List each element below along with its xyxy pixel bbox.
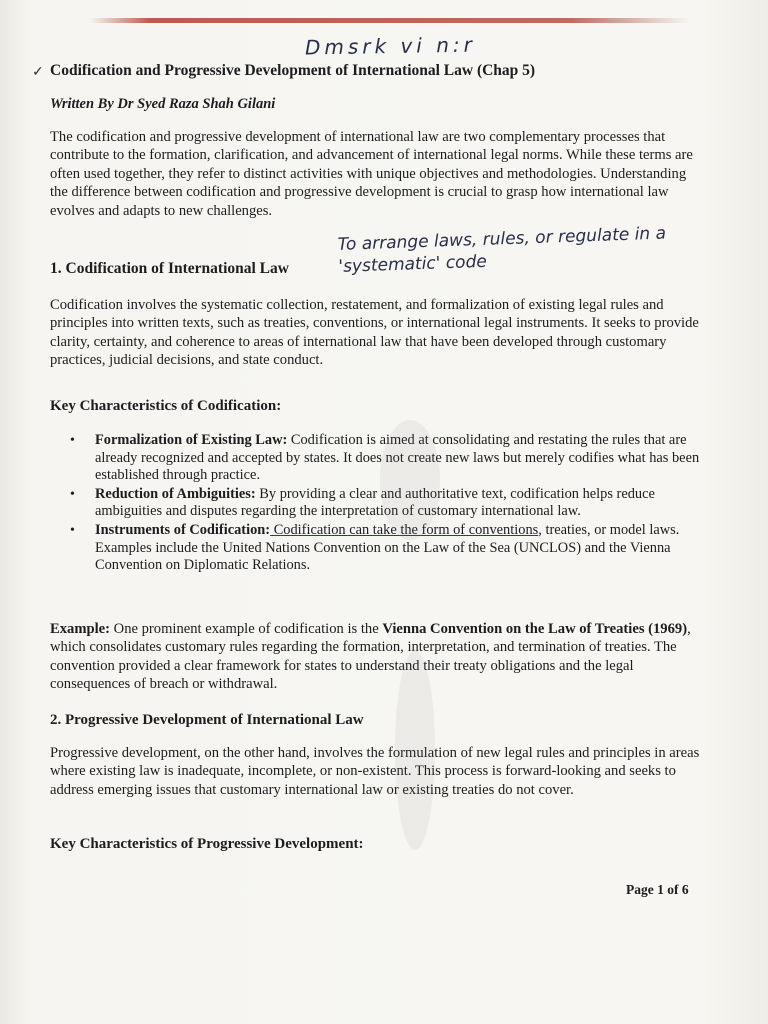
list-item (50, 486, 700, 521)
key-characteristics-2-heading: Key Characteristics of Progressive Development: (50, 836, 364, 852)
bullet-text: Codification is aimed at consolidating and restating the rules that are already recognized and accepted by states. It does not create new laws but merely codifies what has been established through practice. (95, 432, 700, 484)
page-number: Page 1 of 6 (626, 882, 689, 897)
margin-tick-mark: ✓ (32, 65, 44, 80)
example-bold-text: Vienna Convention on the Law of Treaties (1969) (382, 621, 688, 637)
example-paragraph (50, 620, 700, 694)
bullet-label: Formalization of Existing Law: (95, 432, 288, 448)
bullet-underlined-text: Codification can take the form of conventions (270, 521, 539, 538)
bullet-text: By providing a clear and authoritative text, codification helps reduce ambiguities and disputes regarding the interpretation of customary international law. (95, 485, 655, 520)
section1-heading: 1. Codification of International Law (50, 260, 289, 277)
characteristics-list (50, 432, 700, 576)
bullet-text: , treaties, or model laws. Examples include the United Nations Convention on the Law of the Sea (UNCLOS) and the Vienna Convention on Diplomatic Relations. (95, 521, 680, 574)
document-author: Written By Dr Syed Raza Shah Gilani (50, 96, 276, 112)
scan-smudge (380, 420, 440, 540)
example-text-a: One prominent example of codification is the (110, 621, 383, 637)
section2-heading: 2. Progressive Development of International Law (50, 712, 364, 728)
intro-paragraph: The codification and progressive development of international law are two complementary processes that contribute to the formation, clarification, and advancement of international legal norms. While these terms are often used together, they refer to distinct activities with unique objectives and methodologies. Understanding the difference between codification and progressive development is crucial to grasp how international law evolves and adapts to new challenges. (50, 129, 693, 219)
list-item (50, 522, 700, 575)
handwritten-margin-note: To arrange laws, rules, or regulate in a 'systematic' code (337, 223, 667, 277)
handwritten-top-note: Dmsrk vi n:r (304, 32, 477, 60)
key-characteristics-heading: Key Characteristics of Codification: (50, 398, 282, 414)
scan-smudge (395, 650, 435, 850)
bullet-label: Reduction of Ambiguities: (95, 485, 256, 502)
section1-paragraph: Codification involves the systematic collection, restatement, and formalization of existing legal rules and principles into written texts, such as treaties, conventions, or international legal instruments. It seeks to provide clarity, certainty, and coherence to areas of international law that have been developed through customary practices, judicial decisions, and state conduct. (50, 297, 699, 369)
example-label: Example: (50, 621, 110, 637)
section2-paragraph: Progressive development, on the other hand, involves the formulation of new legal rules and principles in areas where existing law is inadequate, incomplete, or non-existent. This process is forward-looking and seeks to address emerging issues that customary international law or existing treaties do not cover. (50, 745, 700, 798)
list-item (50, 432, 700, 485)
example-text-b: , which consolidates customary rules regarding the formation, interpretation, and termination of treaties. The convention provided a clear framework for states to understand their treaty obligations and the legal consequences of breach or withdrawal. (50, 621, 691, 693)
page-edge-shadow (90, 18, 690, 23)
document-title: Codification and Progressive Development of International Law (Chap 5) (50, 62, 536, 79)
bullet-label: Instruments of Codification: (95, 521, 271, 538)
